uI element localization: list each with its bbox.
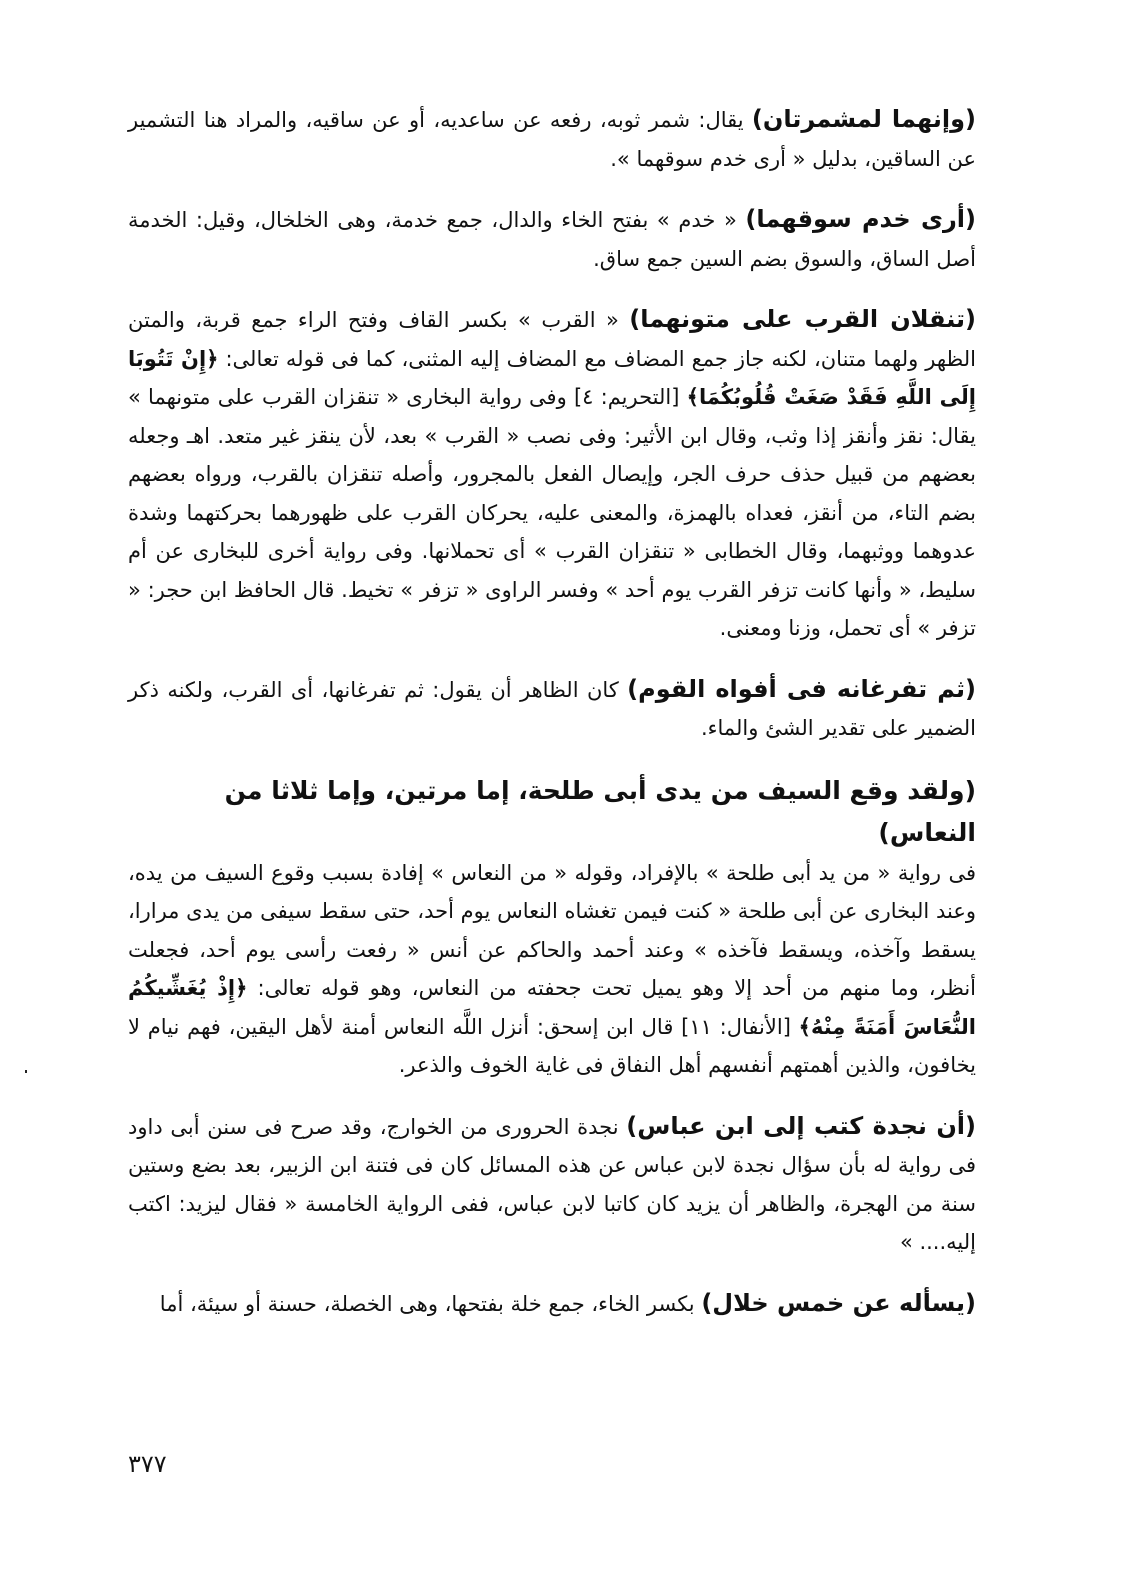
lemma-heading: (أن نجدة كتب إلى ابن عباس) xyxy=(626,1111,976,1140)
lemma-heading: (يسأله عن خمس خلال) xyxy=(701,1288,976,1317)
commentary-text: كان الظاهر أن يقول: ثم تفرغانها، أى القرب، ولكنه ذكر الضمير على تقدير الشئ والماء. xyxy=(128,677,976,740)
paragraph-1 xyxy=(128,100,976,178)
paragraph-7 xyxy=(128,1284,976,1324)
commentary-text: « القرب » بكسر القاف وفتح الراء جمع قربة، والمتن الظهر ولهما متنان، لكنه جاز جمع المضاف مع المضاف إليه المثنى، كما فى قوله تعالى: xyxy=(128,308,976,371)
quran-verse: ﴿إِذْ يُغَشِّيكُمُ النُّعَاسَ أَمَنَةً مِنْهُ﴾ xyxy=(128,976,976,1039)
paragraph-2 xyxy=(128,200,976,278)
commentary-text: فى رواية « من يد أبى طلحة » بالإفراد، وقوله « من النعاس » إفادة بسبب وقوع السيف من يده، وعند البخارى عن أبى طلحة « كنت فيمن تغشاه النعاس يوم أحد، حتى سقط سيفى من يدى مرارا، يسقط وآخذه، ويسقط فآخذه » وعند أحمد والحاكم عن أنس « رفعت رأسى يوم أحد، فجعلت أنظر، وما منهم من أحد إلا وهو يميل تحت جحفته من النعاس، وهو قوله تعالى: xyxy=(128,860,976,1000)
paragraph-3 xyxy=(128,300,976,648)
lemma-heading: (ثم تفرغانه فى أفواه القوم) xyxy=(627,674,976,703)
lemma-heading: (ولقد وقع السيف من يدى أبى طلحة، إما مرتين، وإما ثلاثا من النعاس) xyxy=(224,775,976,847)
commentary-text: [التحريم: ٤] وفى رواية البخارى « تنقزان القرب على متونهما » يقال: نقز وأنقز إذا وثب، وقال ابن الأثير: وفى نصب « القرب » بعد، لأن ينقز غير متعد. اهـ وجعله بعضهم من قبيل حذف حرف الجر، وإيصال الفعل بالمجرور، وأصله تنقزان بالقرب، ورواه بعضهم بضم التاء، من أنقز، فعداه بالهمزة، والمعنى عليه، يحركان القرب على ظهورهما بحركتهما وشدة عدوهما ووثبهما، وقال الخطابى « تنقزان القرب » أى تحملانها. وفى رواية أخرى للبخارى عن أم سليط، « وأنها كانت تزفر القرب يوم أحد » وفسر الراوى « تزفر » تخيط. قال الحافظ ابن حجر: « تزفر » أى تحمل، وزنا ومعنى. xyxy=(128,385,976,640)
quran-verse: ﴿إِنْ تَتُوبَا إِلَى اللَّهِ فَقَدْ صَغَتْ قُلُوبُكُمَا﴾ xyxy=(128,346,976,409)
lemma-heading: (أرى خدم سوقهما) xyxy=(745,205,976,233)
commentary-text: نجدة الحرورى من الخوارج، وقد صرح فى سنن أبى داود فى رواية له بأن سؤال نجدة لابن عباس عن هذه المسائل كان فى فتنة ابن الزبير، بعد بضع وستين سنة من الهجرة، والظاهر أن يزيد كان كاتبا لابن عباس، ففى الرواية الخامسة « فقال ليزيد: اكتب إليه.... » xyxy=(128,1114,976,1254)
commentary-text: بكسر الخاء، جمع خلة بفتحها، وهى الخصلة، حسنة أو سيئة، أما xyxy=(159,1291,702,1316)
lemma-heading: (وإنهما لمشمرتان) xyxy=(751,105,977,133)
book-page-body xyxy=(128,100,976,1345)
paragraph-4 xyxy=(128,670,976,748)
lemma-heading: (تنقلان القرب على متونهما) xyxy=(629,305,976,333)
commentary-text: « خدم » بفتح الخاء والدال، جمع خدمة، وهى الخلخال، وقيل: الخدمة أصل الساق، والسوق بضم السين جمع ساق. xyxy=(128,208,976,271)
paragraph-6 xyxy=(128,1107,976,1262)
commentary-text: يقال: شمر ثوبه، رفعه عن ساعديه، أو عن ساقيه، والمراد هنا التشمير عن الساقين، بدليل « أرى خدم سوقهما ». xyxy=(128,108,976,171)
page-number: ٣٧٧ xyxy=(128,1450,167,1478)
commentary-text: [الأنفال: ١١] قال ابن إسحق: أنزل اللَّه النعاس أمنة لأهل اليقين، فهم نيام لا يخافون، والذين أهمتهم أنفسهم أهل النفاق فى غاية الخوف والذعر. xyxy=(128,1014,976,1077)
scan-speck xyxy=(25,1070,27,1073)
paragraph-5 xyxy=(128,770,976,1085)
